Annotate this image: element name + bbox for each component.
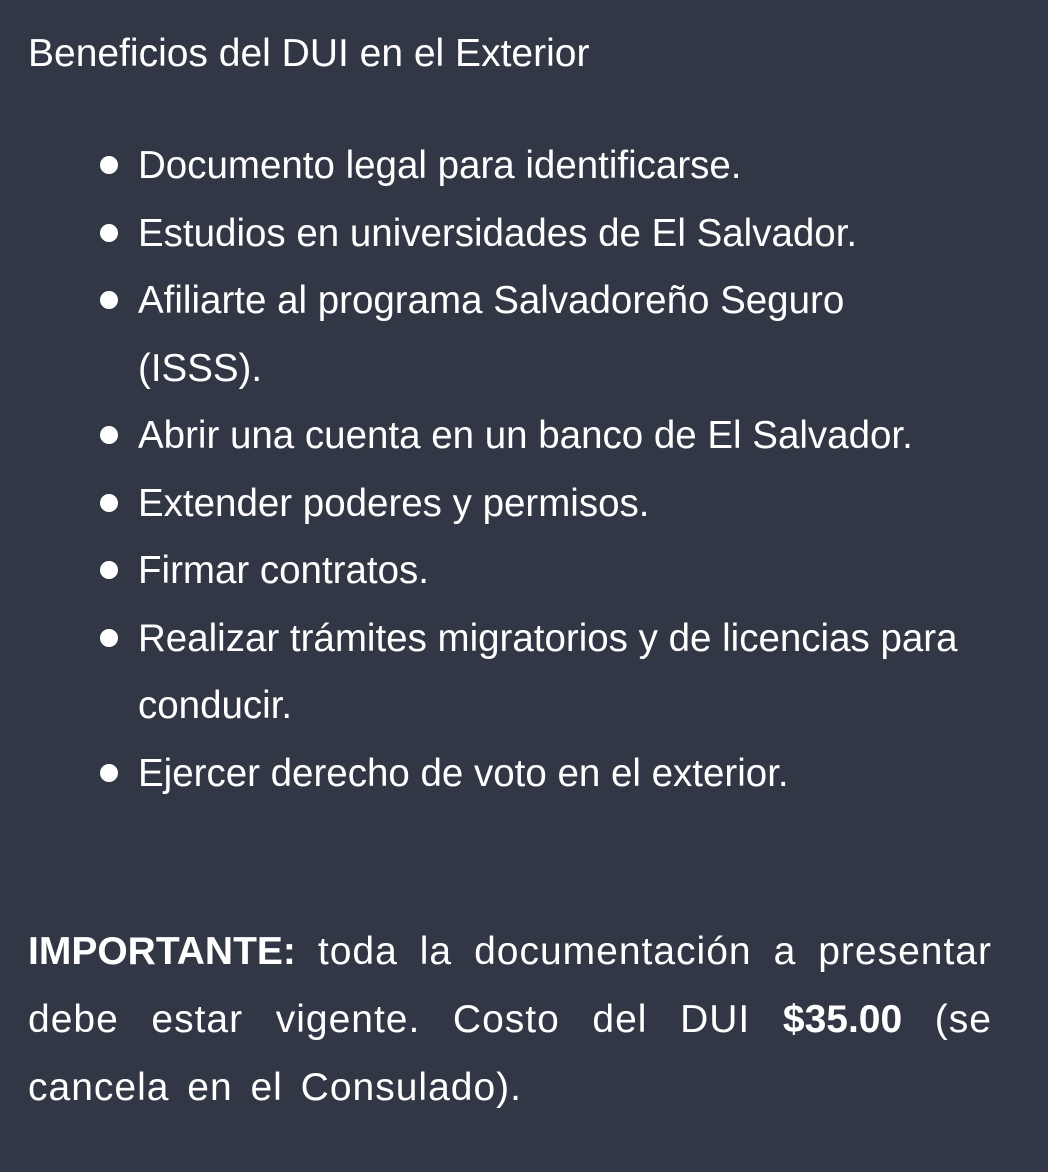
bullet-icon	[100, 494, 118, 512]
dui-price: $35.00	[782, 998, 903, 1041]
benefit-text: Afiliarte al programa Salvadoreño Seguro (ISSS).	[138, 279, 845, 390]
benefit-item	[98, 605, 978, 740]
benefit-item	[98, 537, 978, 605]
bullet-icon	[100, 156, 118, 174]
bullet-icon	[100, 426, 118, 444]
benefit-item	[98, 740, 978, 808]
bullet-icon	[100, 561, 118, 579]
benefit-text: Documento legal para identificarse.	[138, 144, 742, 187]
bullet-icon	[100, 224, 118, 242]
benefit-item	[98, 267, 978, 402]
important-payment-note: (se cancela en el Consulado).	[28, 998, 992, 1109]
important-label: IMPORTANTE:	[28, 930, 296, 973]
benefit-text: Firmar contratos.	[138, 549, 429, 592]
bullet-icon	[100, 291, 118, 309]
bullet-icon	[100, 764, 118, 782]
benefit-text: Realizar trámites migratorios y de licencias para conducir.	[138, 616, 958, 727]
benefit-text: Extender poderes y permisos.	[138, 481, 650, 525]
benefit-text: Estudios en universidades de El Salvador.	[138, 211, 858, 255]
benefit-text: Ejercer derecho de voto en el exterior.	[138, 751, 789, 795]
benefit-item	[98, 402, 978, 470]
bullet-icon	[100, 629, 118, 647]
benefit-item	[98, 132, 978, 200]
benefit-text: Abrir una cuenta en un banco de El Salvador.	[138, 414, 913, 457]
important-text: toda la documentación a presentar debe estar vigente. Costo del DUI	[28, 930, 992, 1041]
card-title: Beneficios del DUI en el Exterior	[28, 32, 590, 75]
benefits-list	[98, 132, 978, 807]
important-note	[28, 918, 992, 1122]
benefit-item	[98, 200, 978, 268]
benefit-item	[98, 470, 978, 538]
